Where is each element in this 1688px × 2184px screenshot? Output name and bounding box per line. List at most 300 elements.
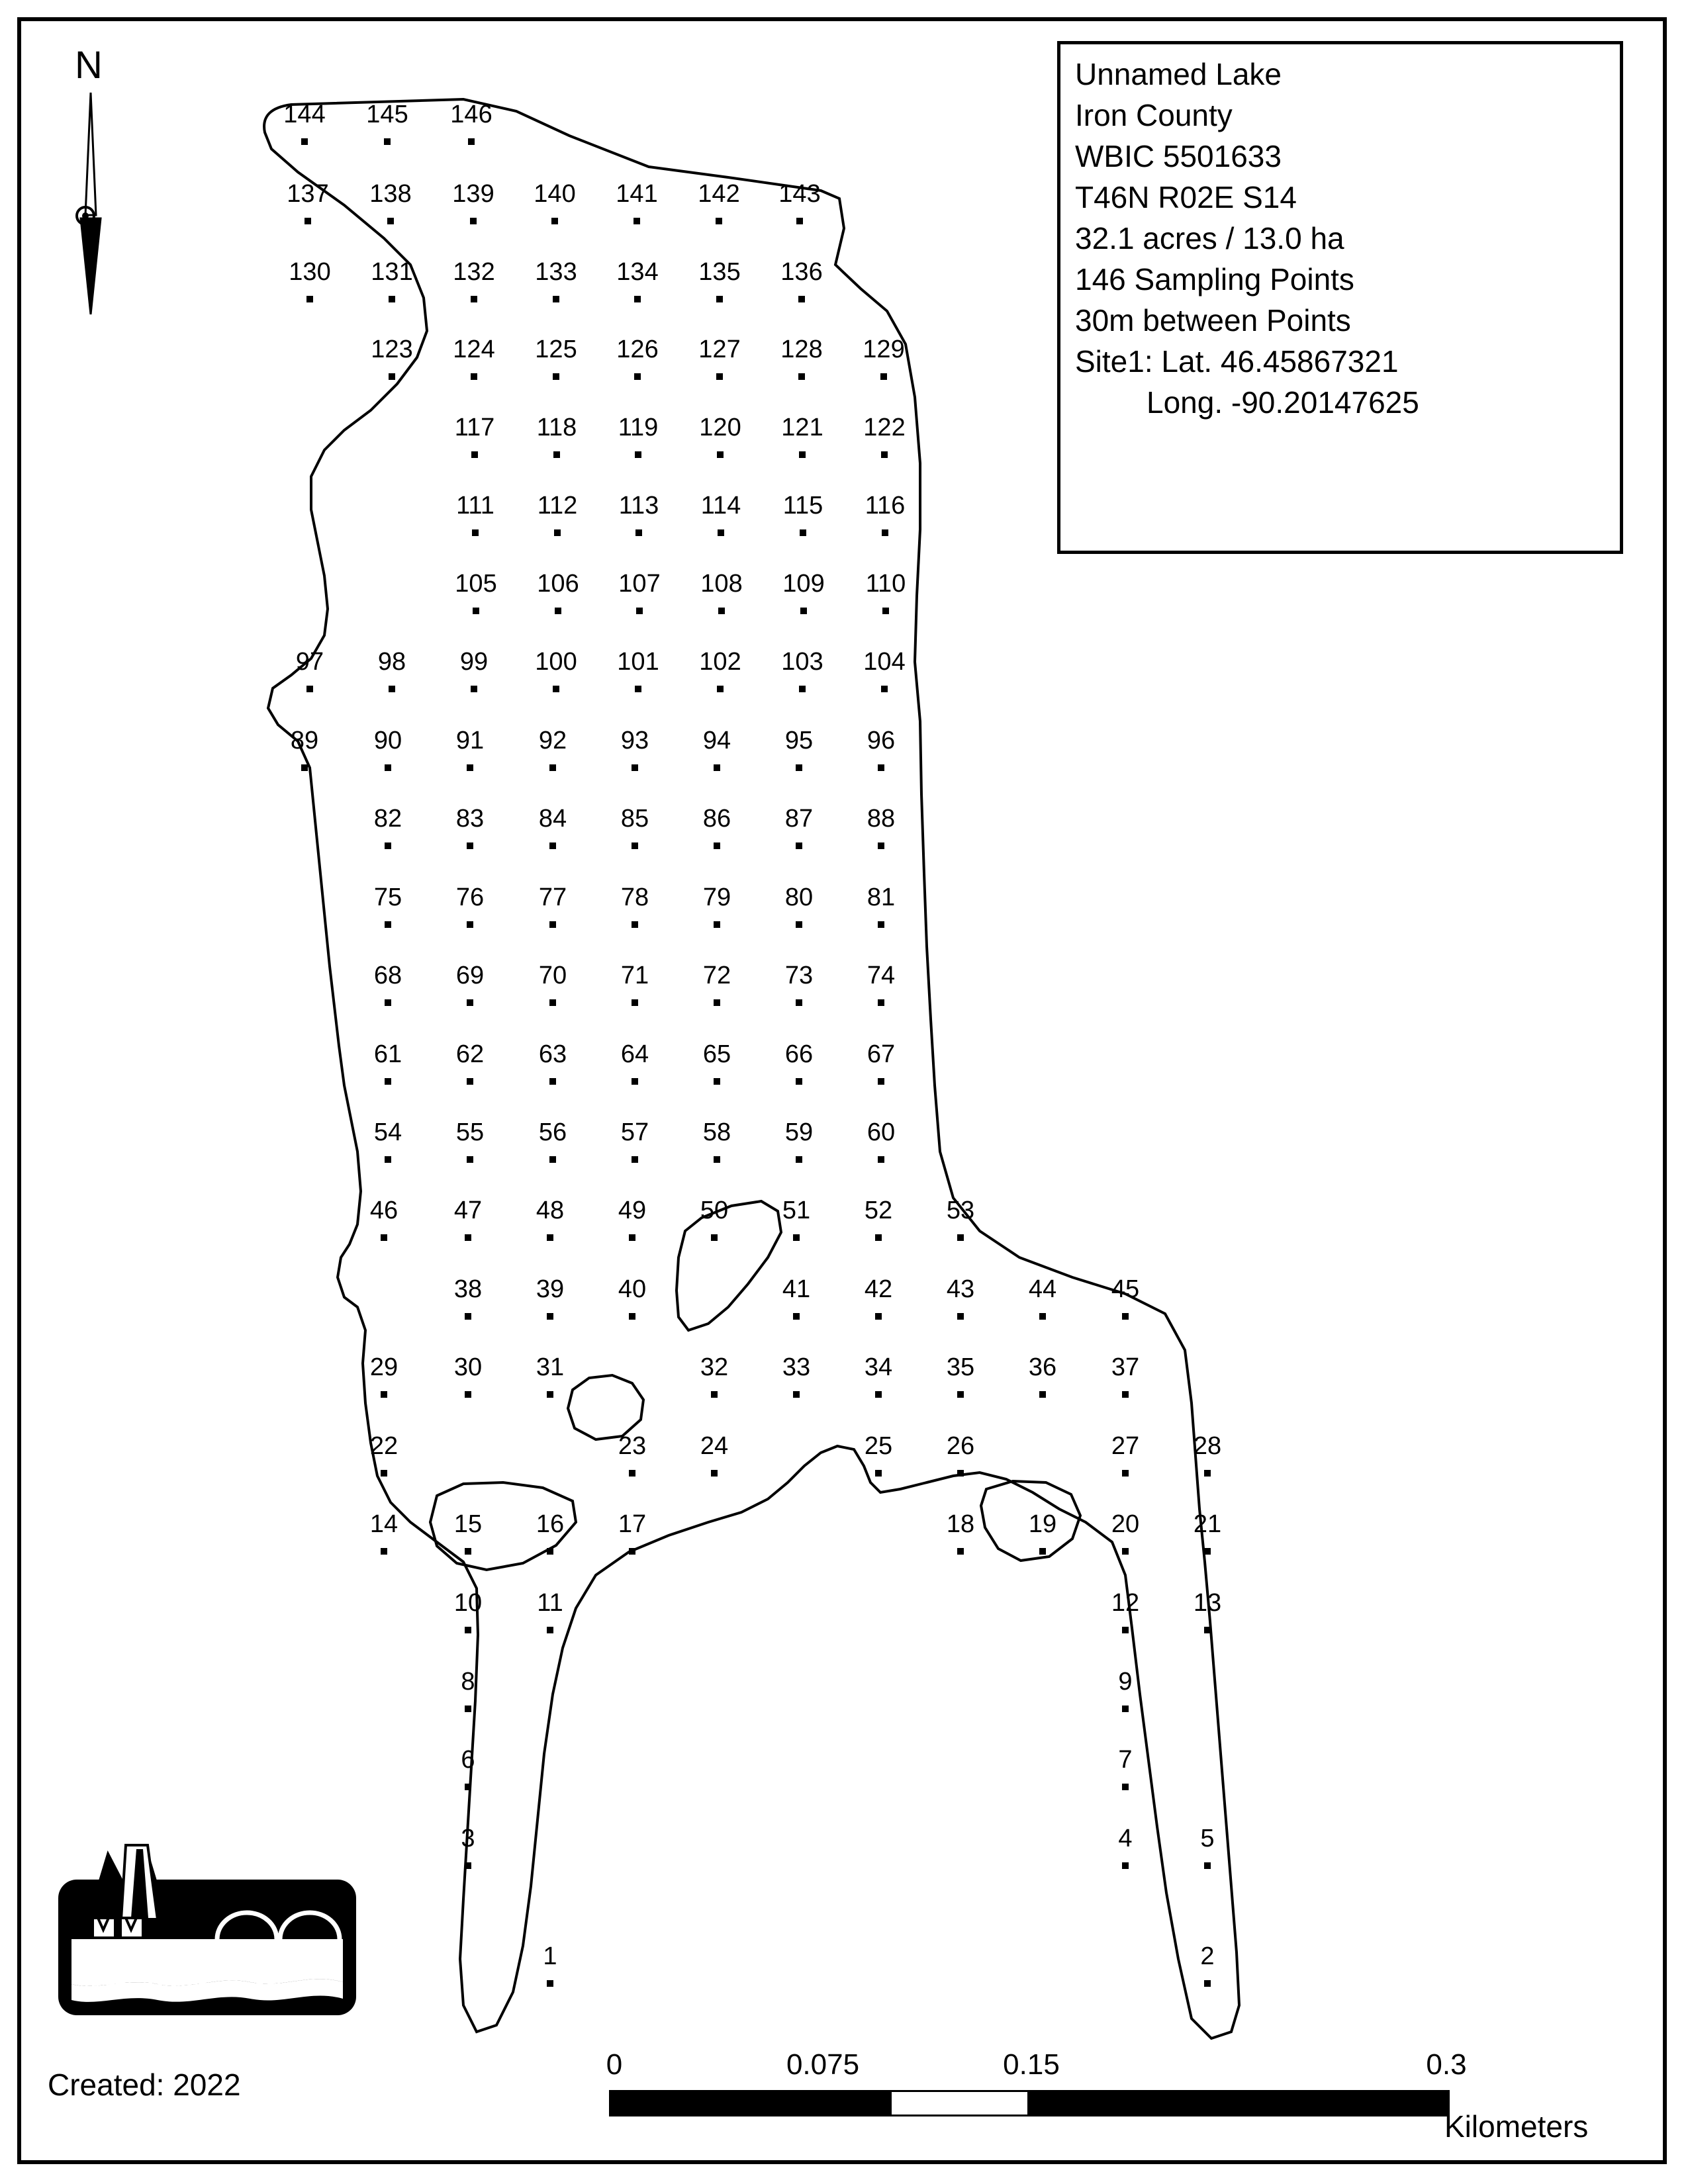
- sampling-point-label: 42: [864, 1275, 893, 1303]
- sampling-point-marker: [796, 1156, 802, 1163]
- legend-line: T46N R02E S14: [1075, 180, 1297, 214]
- sampling-point-marker: [799, 451, 806, 458]
- north-arrow: [63, 46, 136, 331]
- sampling-point-label: 114: [700, 492, 741, 520]
- sampling-point-label: 48: [536, 1197, 565, 1224]
- sampling-point-marker: [389, 686, 395, 692]
- sampling-point-label: 92: [538, 727, 567, 754]
- north-label: N: [75, 44, 103, 87]
- sampling-point-marker: [381, 1548, 387, 1555]
- sampling-point-label: 57: [620, 1118, 649, 1146]
- created-label: Created: 2022: [48, 2068, 241, 2102]
- sampling-point-marker: [389, 296, 395, 302]
- sampling-point-label: 22: [369, 1432, 399, 1460]
- sampling-point-label: 61: [373, 1040, 402, 1068]
- sampling-point-label: 121: [781, 414, 823, 441]
- sampling-point-marker: [547, 1980, 553, 1987]
- sampling-point-marker: [878, 764, 884, 771]
- sampling-point-label: 126: [616, 336, 659, 363]
- sampling-point-label: 119: [618, 414, 659, 441]
- sampling-point-label: 25: [864, 1432, 893, 1460]
- sampling-point-label: 85: [620, 805, 649, 833]
- sampling-point-label: 24: [700, 1432, 729, 1460]
- sampling-point-marker: [465, 1627, 471, 1633]
- sampling-point-label: 67: [867, 1040, 896, 1068]
- sampling-point-label: 40: [618, 1275, 647, 1303]
- sampling-point-marker: [465, 1862, 471, 1869]
- sampling-point-label: 91: [455, 727, 485, 754]
- sampling-point-label: 34: [864, 1353, 893, 1381]
- sampling-point-marker: [385, 999, 391, 1006]
- sampling-point-marker: [714, 1156, 720, 1163]
- sampling-point-label: 3: [461, 1825, 475, 1852]
- sampling-point-marker: [549, 1156, 556, 1163]
- sampling-point-label: 18: [946, 1510, 975, 1538]
- sampling-point-marker: [471, 451, 478, 458]
- sampling-point-marker: [467, 921, 473, 928]
- sampling-point-label: 113: [618, 492, 659, 520]
- sampling-point-label: 36: [1028, 1353, 1057, 1381]
- sampling-point-label: 12: [1111, 1589, 1140, 1617]
- sampling-point-marker: [718, 608, 725, 614]
- sampling-point-label: 82: [373, 805, 402, 833]
- sampling-point-label: 51: [782, 1197, 811, 1224]
- sampling-point-marker: [957, 1234, 964, 1241]
- sampling-point-marker: [875, 1234, 882, 1241]
- sampling-point-marker: [1039, 1391, 1046, 1398]
- sampling-point-label: 87: [784, 805, 814, 833]
- sampling-point-marker: [878, 1156, 884, 1163]
- sampling-point-label: 39: [536, 1275, 565, 1303]
- sampling-point-marker: [632, 999, 638, 1006]
- sampling-point-marker: [555, 608, 561, 614]
- sampling-point-marker: [875, 1470, 882, 1477]
- sampling-point-label: 49: [618, 1197, 647, 1224]
- sampling-point-marker: [554, 529, 561, 536]
- sampling-point-label: 101: [617, 648, 659, 676]
- scale-tick: 0.15: [1003, 2048, 1060, 2081]
- scale-tick: 0.3: [1426, 2048, 1467, 2081]
- legend-line: Long. -90.20147625: [1147, 385, 1419, 420]
- sampling-point-marker: [716, 218, 722, 224]
- sampling-point-marker: [1122, 1784, 1129, 1790]
- sampling-point-label: 59: [784, 1118, 814, 1146]
- sampling-point-marker: [634, 373, 641, 380]
- sampling-point-label: 60: [867, 1118, 896, 1146]
- sampling-point-label: 139: [452, 180, 494, 208]
- sampling-point-marker: [796, 999, 802, 1006]
- sampling-point-label: 13: [1193, 1589, 1222, 1617]
- sampling-point-label: 32: [700, 1353, 729, 1381]
- sampling-point-label: 72: [702, 962, 731, 989]
- scale-tick: 0: [606, 2048, 623, 2081]
- sampling-point-marker: [465, 1784, 471, 1790]
- sampling-point-label: 15: [453, 1510, 483, 1538]
- sampling-point-marker: [385, 842, 391, 849]
- legend-line: 30m between Points: [1075, 303, 1351, 338]
- sampling-point-label: 74: [867, 962, 896, 989]
- sampling-point-label: 137: [287, 180, 329, 208]
- sampling-point-label: 94: [702, 727, 731, 754]
- sampling-point-marker: [629, 1548, 635, 1555]
- sampling-point-marker: [472, 529, 479, 536]
- sampling-point-marker: [385, 1156, 391, 1163]
- sampling-point-marker: [553, 296, 559, 302]
- sampling-point-marker: [714, 921, 720, 928]
- sampling-point-label: 118: [536, 414, 577, 441]
- sampling-point-marker: [1122, 1548, 1129, 1555]
- sampling-point-marker: [467, 1078, 473, 1085]
- sampling-point-label: 75: [373, 884, 402, 911]
- sampling-point-label: 116: [865, 492, 906, 520]
- sampling-point-label: 134: [616, 258, 659, 286]
- sampling-point-label: 19: [1028, 1510, 1057, 1538]
- sampling-point-marker: [957, 1313, 964, 1320]
- sampling-point-marker: [796, 764, 802, 771]
- sampling-point-marker: [629, 1234, 635, 1241]
- sampling-point-label: 80: [784, 884, 814, 911]
- sampling-point-label: 56: [538, 1118, 567, 1146]
- sampling-point-label: 102: [699, 648, 741, 676]
- sampling-point-label: 7: [1118, 1746, 1133, 1774]
- sampling-point-label: 86: [702, 805, 731, 833]
- sampling-point-marker: [549, 999, 556, 1006]
- sampling-point-label: 10: [453, 1589, 483, 1617]
- sampling-point-label: 78: [620, 884, 649, 911]
- sampling-point-marker: [636, 608, 643, 614]
- sampling-point-label: 5: [1200, 1825, 1215, 1852]
- sampling-point-marker: [549, 842, 556, 849]
- sampling-point-label: 37: [1111, 1353, 1140, 1381]
- sampling-point-label: 53: [946, 1197, 975, 1224]
- sampling-point-label: 63: [538, 1040, 567, 1068]
- wisconsin-dnr-logo: [52, 1840, 363, 2019]
- sampling-point-marker: [547, 1627, 553, 1633]
- sampling-point-marker: [798, 373, 805, 380]
- sampling-point-label: 47: [453, 1197, 483, 1224]
- sampling-point-marker: [878, 1078, 884, 1085]
- sampling-point-label: 1: [543, 1942, 557, 1970]
- sampling-point-marker: [385, 921, 391, 928]
- sampling-point-marker: [1204, 1980, 1211, 1987]
- sampling-point-marker: [381, 1470, 387, 1477]
- sampling-point-label: 95: [784, 727, 814, 754]
- sampling-point-marker: [1204, 1470, 1211, 1477]
- sampling-point-marker: [796, 218, 803, 224]
- sampling-point-marker: [881, 686, 888, 692]
- sampling-point-label: 52: [864, 1197, 893, 1224]
- sampling-point-label: 88: [867, 805, 896, 833]
- sampling-point-marker: [798, 296, 805, 302]
- sampling-point-marker: [387, 218, 394, 224]
- sampling-point-label: 143: [778, 180, 821, 208]
- sampling-point-marker: [549, 764, 556, 771]
- sampling-point-marker: [1039, 1313, 1046, 1320]
- sampling-point-marker: [301, 764, 308, 771]
- sampling-point-marker: [381, 1234, 387, 1241]
- sampling-point-label: 55: [455, 1118, 485, 1146]
- sampling-point-marker: [385, 1078, 391, 1085]
- sampling-point-marker: [711, 1391, 718, 1398]
- sampling-point-marker: [465, 1234, 471, 1241]
- sampling-point-label: 58: [702, 1118, 731, 1146]
- scale-unit-label: Kilometers: [1444, 2109, 1589, 2144]
- sampling-point-label: 144: [283, 101, 326, 128]
- sampling-point-label: 142: [698, 180, 740, 208]
- sampling-point-label: 128: [780, 336, 823, 363]
- sampling-point-label: 27: [1111, 1432, 1140, 1460]
- sampling-point-label: 68: [373, 962, 402, 989]
- sampling-point-marker: [718, 529, 724, 536]
- sampling-point-label: 6: [461, 1746, 475, 1774]
- sampling-point-marker: [796, 921, 802, 928]
- sampling-point-marker: [1122, 1470, 1129, 1477]
- sampling-point-marker: [629, 1470, 635, 1477]
- sampling-point-label: 28: [1193, 1432, 1222, 1460]
- sampling-point-label: 127: [698, 336, 741, 363]
- sampling-point-marker: [875, 1313, 882, 1320]
- sampling-point-label: 33: [782, 1353, 811, 1381]
- sampling-point-marker: [878, 921, 884, 928]
- sampling-point-marker: [714, 1078, 720, 1085]
- sampling-point-marker: [551, 218, 558, 224]
- sampling-point-marker: [306, 296, 313, 302]
- sampling-point-label: 111: [456, 492, 494, 520]
- sampling-point-label: 54: [373, 1118, 402, 1146]
- sampling-point-marker: [547, 1391, 553, 1398]
- sampling-point-label: 29: [369, 1353, 399, 1381]
- legend-line: 32.1 acres / 13.0 ha: [1075, 221, 1344, 255]
- sampling-point-label: 135: [698, 258, 741, 286]
- sampling-point-label: 69: [455, 962, 485, 989]
- sampling-point-label: 76: [455, 884, 485, 911]
- sampling-point-marker: [468, 138, 475, 145]
- sampling-point-label: 41: [782, 1275, 811, 1303]
- sampling-point-label: 50: [700, 1197, 729, 1224]
- sampling-point-label: 84: [538, 805, 567, 833]
- sampling-point-label: 104: [863, 648, 906, 676]
- sampling-point-label: 16: [536, 1510, 565, 1538]
- sampling-point-marker: [793, 1313, 800, 1320]
- legend-line: Unnamed Lake: [1075, 57, 1282, 91]
- sampling-point-marker: [957, 1548, 964, 1555]
- sampling-point-label: 146: [450, 101, 492, 128]
- sampling-point-marker: [880, 373, 887, 380]
- sampling-point-label: 115: [782, 492, 823, 520]
- sampling-point-label: 93: [620, 727, 649, 754]
- sampling-point-marker: [800, 529, 806, 536]
- sampling-point-marker: [796, 842, 802, 849]
- sampling-point-label: 130: [289, 258, 331, 286]
- sampling-point-label: 77: [538, 884, 567, 911]
- sampling-point-marker: [301, 138, 308, 145]
- sampling-point-label: 79: [702, 884, 731, 911]
- sampling-point-label: 30: [453, 1353, 483, 1381]
- sampling-point-marker: [711, 1470, 718, 1477]
- sampling-point-label: 141: [616, 180, 658, 208]
- sampling-point-marker: [632, 842, 638, 849]
- sampling-point-label: 122: [863, 414, 906, 441]
- sampling-point-marker: [881, 451, 888, 458]
- sampling-point-marker: [389, 373, 395, 380]
- sampling-point-marker: [549, 1078, 556, 1085]
- legend-line: WBIC 5501633: [1075, 139, 1282, 173]
- sampling-point-marker: [467, 842, 473, 849]
- legend-line: 146 Sampling Points: [1075, 262, 1354, 296]
- sampling-point-marker: [1122, 1706, 1129, 1712]
- sampling-point-label: 107: [618, 570, 661, 598]
- sampling-point-label: 46: [369, 1197, 399, 1224]
- sampling-point-label: 21: [1193, 1510, 1222, 1538]
- sampling-point-label: 99: [459, 648, 489, 676]
- sampling-point-label: 64: [620, 1040, 649, 1068]
- sampling-point-label: 131: [371, 258, 413, 286]
- sampling-point-marker: [465, 1391, 471, 1398]
- sampling-point-marker: [793, 1234, 800, 1241]
- sampling-point-marker: [878, 999, 884, 1006]
- sampling-point-label: 2: [1200, 1942, 1215, 1970]
- legend-box: [1057, 41, 1623, 554]
- sampling-point-marker: [714, 764, 720, 771]
- sampling-point-label: 108: [700, 570, 743, 598]
- sampling-point-label: 105: [455, 570, 497, 598]
- sampling-point-marker: [1204, 1862, 1211, 1869]
- sampling-point-label: 100: [535, 648, 577, 676]
- sampling-point-label: 45: [1111, 1275, 1140, 1303]
- sampling-point-marker: [467, 1156, 473, 1163]
- sampling-point-marker: [635, 451, 641, 458]
- sampling-point-marker: [305, 218, 311, 224]
- sampling-point-label: 112: [537, 492, 578, 520]
- sampling-point-label: 120: [699, 414, 741, 441]
- legend-line: Site1: Lat. 46.45867321: [1075, 344, 1399, 379]
- sampling-point-marker: [632, 1156, 638, 1163]
- sampling-point-label: 70: [538, 962, 567, 989]
- sampling-point-marker: [1122, 1391, 1129, 1398]
- sampling-point-label: 133: [535, 258, 577, 286]
- sampling-point-marker: [878, 842, 884, 849]
- sampling-point-marker: [547, 1234, 553, 1241]
- sampling-point-label: 106: [537, 570, 579, 598]
- sampling-point-label: 96: [867, 727, 896, 754]
- logo-line2: DEPT. OF NATURAL RESOURCES: [84, 1979, 330, 1997]
- sampling-point-marker: [717, 451, 724, 458]
- sampling-point-marker: [629, 1313, 635, 1320]
- sampling-point-marker: [716, 296, 723, 302]
- sampling-point-marker: [635, 529, 642, 536]
- sampling-point-label: 73: [784, 962, 814, 989]
- sampling-point-marker: [467, 764, 473, 771]
- sampling-point-label: 43: [946, 1275, 975, 1303]
- sampling-point-marker: [465, 1548, 471, 1555]
- sampling-point-marker: [793, 1391, 800, 1398]
- sampling-point-marker: [799, 686, 806, 692]
- sampling-point-label: 11: [537, 1589, 563, 1617]
- sampling-point-marker: [1122, 1627, 1129, 1633]
- sampling-point-marker: [465, 1706, 471, 1712]
- sampling-point-marker: [711, 1234, 718, 1241]
- legend-line: Iron County: [1075, 98, 1233, 132]
- sampling-point-label: 62: [455, 1040, 485, 1068]
- logo-line1: WISCONSIN: [103, 1955, 199, 1974]
- sampling-point-marker: [306, 686, 313, 692]
- sampling-point-marker: [549, 921, 556, 928]
- sampling-point-marker: [632, 764, 638, 771]
- sampling-point-marker: [882, 529, 888, 536]
- sampling-point-label: 31: [536, 1353, 565, 1381]
- sampling-point-marker: [1204, 1548, 1211, 1555]
- sampling-point-label: 35: [946, 1353, 975, 1381]
- sampling-point-label: 23: [618, 1432, 647, 1460]
- sampling-point-label: 8: [461, 1668, 475, 1696]
- sampling-point-label: 145: [366, 101, 408, 128]
- sampling-point-marker: [384, 138, 391, 145]
- sampling-point-label: 9: [1118, 1668, 1133, 1696]
- sampling-point-label: 98: [377, 648, 406, 676]
- sampling-point-marker: [470, 218, 477, 224]
- scale-tick: 0.075: [786, 2048, 860, 2081]
- sampling-point-marker: [1039, 1548, 1046, 1555]
- sampling-point-label: 124: [453, 336, 495, 363]
- sampling-point-marker: [547, 1548, 553, 1555]
- sampling-point-label: 14: [369, 1510, 399, 1538]
- sampling-point-label: 71: [620, 962, 649, 989]
- sampling-point-label: 90: [373, 727, 402, 754]
- sampling-point-marker: [1122, 1862, 1129, 1869]
- sampling-point-label: 103: [781, 648, 823, 676]
- sampling-point-marker: [634, 296, 641, 302]
- sampling-point-marker: [800, 608, 807, 614]
- sampling-point-label: 140: [534, 180, 576, 208]
- sampling-point-label: 123: [371, 336, 413, 363]
- sampling-point-marker: [714, 842, 720, 849]
- sampling-point-label: 132: [453, 258, 495, 286]
- sampling-point-marker: [1122, 1313, 1129, 1320]
- sampling-point-marker: [381, 1391, 387, 1398]
- sampling-point-marker: [957, 1470, 964, 1477]
- sampling-point-label: 26: [946, 1432, 975, 1460]
- sampling-point-marker: [635, 686, 641, 692]
- sampling-point-marker: [547, 1313, 553, 1320]
- sampling-point-marker: [471, 296, 477, 302]
- sampling-point-marker: [553, 686, 559, 692]
- sampling-point-label: 17: [618, 1510, 647, 1538]
- sampling-point-marker: [716, 373, 723, 380]
- sampling-point-marker: [467, 999, 473, 1006]
- sampling-point-label: 66: [784, 1040, 814, 1068]
- sampling-point-marker: [632, 921, 638, 928]
- sampling-point-label: 138: [369, 180, 412, 208]
- sampling-point-marker: [633, 218, 640, 224]
- sampling-point-label: 44: [1028, 1275, 1057, 1303]
- sampling-point-label: 38: [453, 1275, 483, 1303]
- sampling-point-label: 81: [867, 884, 896, 911]
- sampling-point-marker: [796, 1078, 802, 1085]
- sampling-point-label: 4: [1118, 1825, 1133, 1852]
- sampling-point-label: 136: [780, 258, 823, 286]
- sampling-point-label: 89: [290, 727, 319, 754]
- sampling-point-label: 83: [455, 805, 485, 833]
- sampling-point-marker: [385, 764, 391, 771]
- sampling-point-marker: [717, 686, 724, 692]
- sampling-point-label: 97: [295, 648, 324, 676]
- sampling-point-marker: [553, 373, 559, 380]
- sampling-point-label: 65: [702, 1040, 731, 1068]
- sampling-point-label: 117: [454, 414, 495, 441]
- sampling-point-marker: [714, 999, 720, 1006]
- sampling-point-marker: [471, 686, 477, 692]
- sampling-point-marker: [875, 1391, 882, 1398]
